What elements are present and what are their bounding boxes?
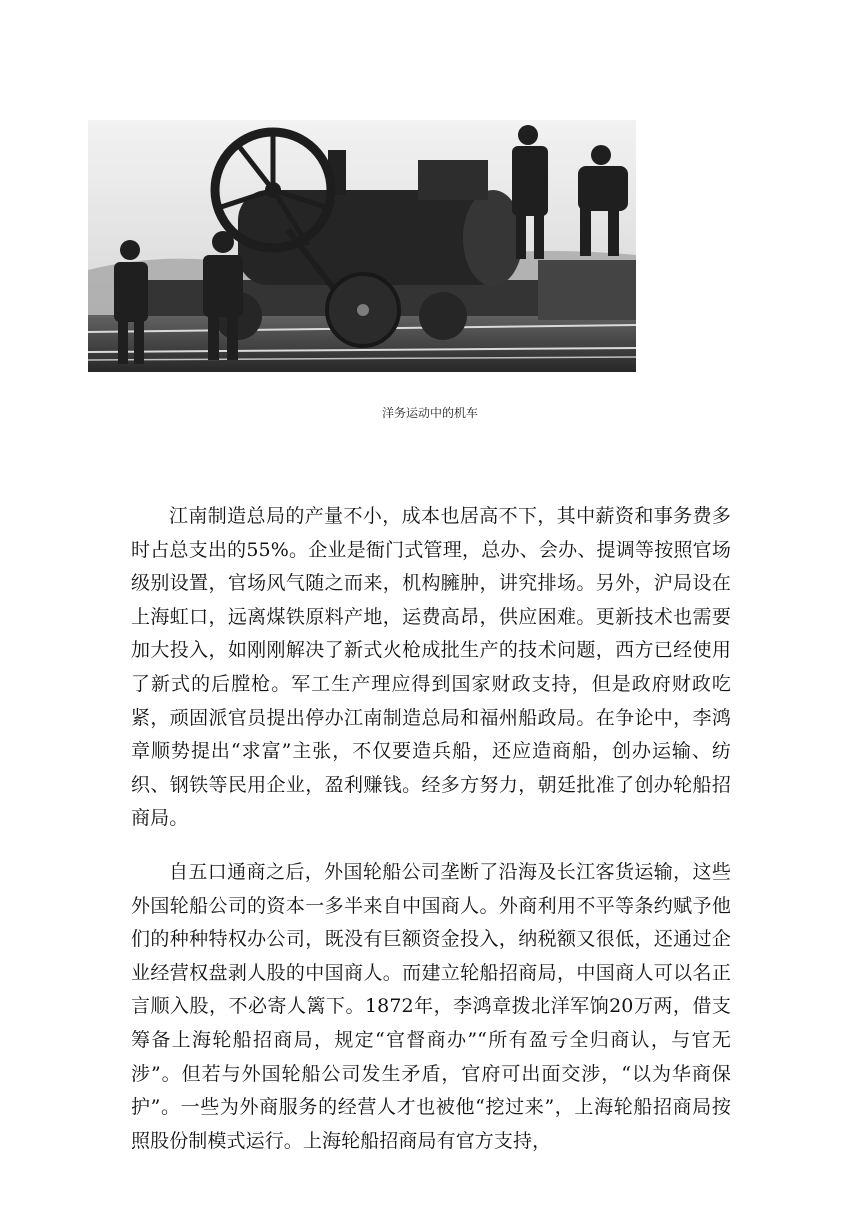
figure-caption: 洋务运动中的机车 (381, 406, 478, 420)
article-body (131, 500, 731, 1178)
paragraph: 江南制造总局的产量不小，成本也居高不下，其中薪资和事务费多时占总支出的55%。企业是衙门式管理，总办、会办、提调等按照官场级别设置，官场风气随之而来，机构臃肿，讲究排场。另外，沪局设在上海虹口，远离煤铁原料产地，运费高昂，供应困难。更新技术也需要加大投入，如刚刚解决了新式火枪成批生产的技术问题，西方已经使用了新式的后膛枪。军工生产理应得到国家财政支持，但是政府财政吃紧，顽固派官员提出停办江南制造总局和福州船政局。在争论中，李鸿章顺势提出“求富”主张，不仅要造兵船，还应造商船，创办运输、纺织、钢铁等民用企业，盈利赚钱。经多方努力，朝廷批准了创办轮船招商局。 (131, 505, 731, 830)
locomotive-photo (88, 120, 636, 372)
paragraph: 自五口通商之后，外国轮船公司垄断了沿海及长江客货运输，这些外国轮船公司的资本一多半来自中国商人。外商利用不平等条约赋予他们的种种特权办公司，既没有巨额资金投入，纳税额又很低，还通过企业经营权盘剥人股的中国商人。而建立轮船招商局，中国商人可以名正言顺入股，不必寄人篱下。1872年，李鸿章拨北洋军饷20万两，借支筹备上海轮船招商局，规定“官督商办”“所有盈亏全归商认，与官无涉”。但若与外国轮船公司发生矛盾，官府可出面交涉，“以为华商保护”。一些为外商服务的经营人才也被他“挖过来”，上海轮船招商局按照股份制模式运行。上海轮船招商局有官方支持， (131, 860, 731, 1152)
